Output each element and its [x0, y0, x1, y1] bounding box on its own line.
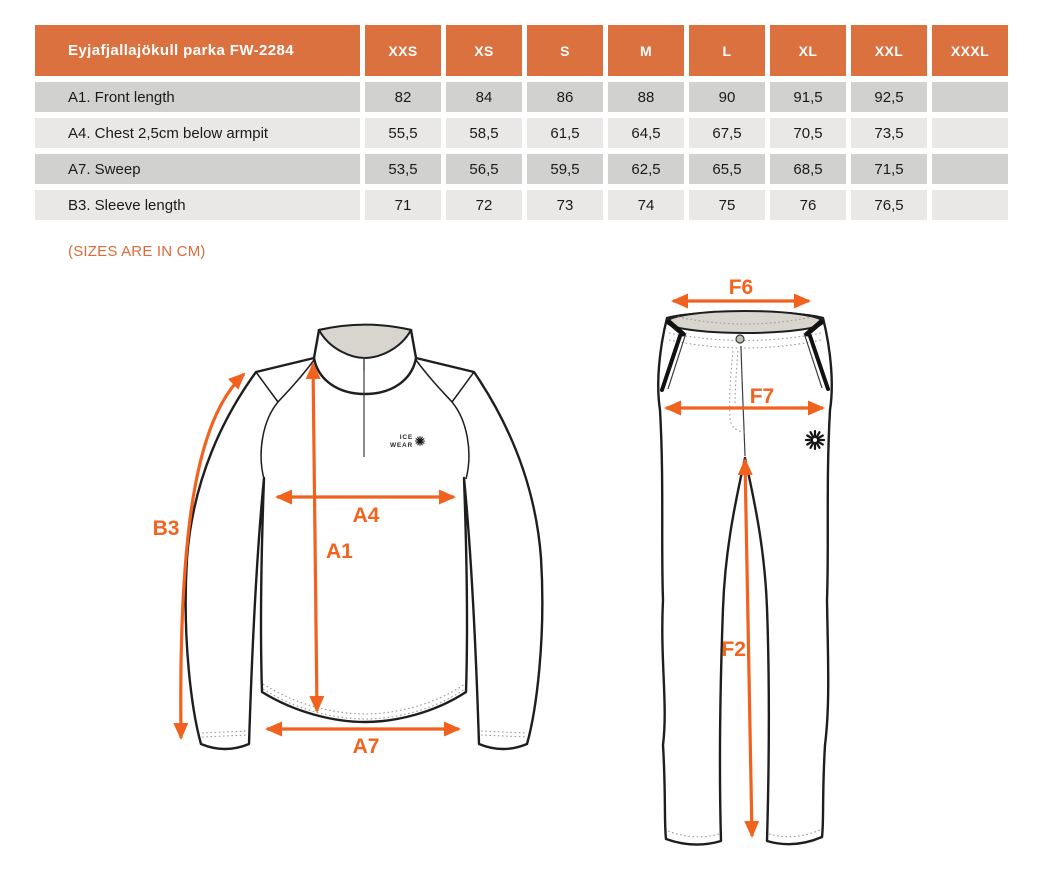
- size-header-xxxl: XXXL: [932, 25, 1008, 76]
- measurement-diagram: [0, 270, 1038, 892]
- pants-outline: [658, 312, 832, 845]
- value-cell: 92,5: [851, 82, 927, 112]
- size-header-s: S: [527, 25, 603, 76]
- row-label: A1. Front length: [35, 82, 360, 112]
- logo-text-wear: WEAR: [389, 442, 413, 449]
- row-label: A4. Chest 2,5cm below armpit: [35, 118, 360, 148]
- size-header-xxl: XXL: [851, 25, 927, 76]
- value-cell: 91,5: [770, 82, 846, 112]
- size-table: [35, 25, 1008, 220]
- value-cell: [932, 190, 1008, 220]
- value-cell: 73: [527, 190, 603, 220]
- value-cell: 62,5: [608, 154, 684, 184]
- value-cell: 75: [689, 190, 765, 220]
- value-cell: 90: [689, 82, 765, 112]
- waist-inside: [667, 311, 823, 333]
- value-cell: 61,5: [527, 118, 603, 148]
- size-header-xl: XL: [770, 25, 846, 76]
- measure-label-f2: F2: [721, 638, 746, 661]
- value-cell: 58,5: [446, 118, 522, 148]
- value-cell: 65,5: [689, 154, 765, 184]
- value-cell: 86: [527, 82, 603, 112]
- value-cell: 84: [446, 82, 522, 112]
- row-label: B3. Sleeve length: [35, 190, 360, 220]
- value-cell: 72: [446, 190, 522, 220]
- value-cell: 67,5: [689, 118, 765, 148]
- value-cell: 64,5: [608, 118, 684, 148]
- measure-label-b3: B3: [152, 517, 180, 540]
- measure-label-a1: A1: [326, 540, 353, 563]
- value-cell: 76,5: [851, 190, 927, 220]
- value-cell: 55,5: [365, 118, 441, 148]
- value-cell: 70,5: [770, 118, 846, 148]
- sizes-unit-note: (SIZES ARE IN CM): [68, 243, 206, 260]
- value-cell: [932, 82, 1008, 112]
- size-header-xs: XS: [446, 25, 522, 76]
- row-label: A7. Sweep: [35, 154, 360, 184]
- value-cell: 68,5: [770, 154, 846, 184]
- value-cell: 73,5: [851, 118, 927, 148]
- value-cell: 74: [608, 190, 684, 220]
- logo-text-ice: ICE: [399, 434, 413, 441]
- jacket-drawing: [153, 325, 543, 758]
- measure-label-f7: F7: [749, 385, 775, 408]
- measure-label-f6: F6: [728, 276, 754, 299]
- pants-drawing: [658, 276, 832, 845]
- value-cell: 53,5: [365, 154, 441, 184]
- value-cell: 88: [608, 82, 684, 112]
- measure-label-a7: A7: [352, 735, 380, 758]
- waist-button: [736, 335, 744, 343]
- value-cell: 76: [770, 190, 846, 220]
- value-cell: 82: [365, 82, 441, 112]
- value-cell: [932, 154, 1008, 184]
- size-header-l: L: [689, 25, 765, 76]
- size-header-m: M: [608, 25, 684, 76]
- size-header-xxs: XXS: [365, 25, 441, 76]
- measure-arrow-f2: [745, 460, 752, 836]
- value-cell: [932, 118, 1008, 148]
- table-title: Eyjafjallajökull parka FW-2284: [35, 25, 360, 76]
- value-cell: 56,5: [446, 154, 522, 184]
- value-cell: 71,5: [851, 154, 927, 184]
- value-cell: 59,5: [527, 154, 603, 184]
- measure-label-a4: A4: [352, 504, 380, 527]
- value-cell: 71: [365, 190, 441, 220]
